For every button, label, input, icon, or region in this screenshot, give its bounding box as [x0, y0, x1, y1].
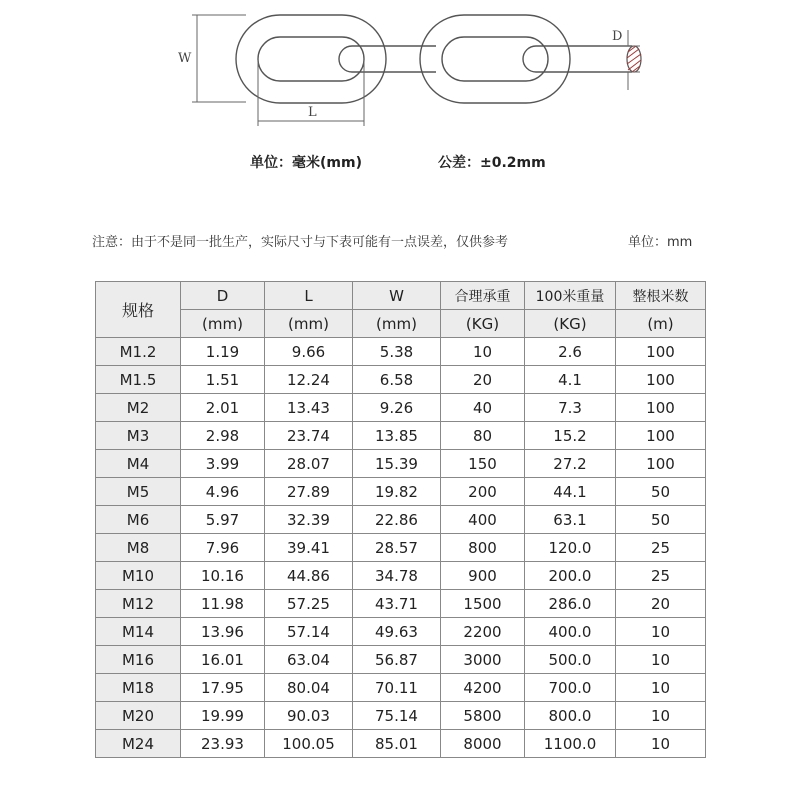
cell-w: 19.82	[353, 478, 441, 506]
cell-w: 13.85	[353, 422, 441, 450]
cell-d: 3.99	[181, 450, 265, 478]
chain-link-3	[420, 15, 570, 103]
chain-link-diagram	[0, 0, 800, 140]
cell-load: 8000	[441, 730, 525, 758]
cell-spec: M1.5	[96, 366, 181, 394]
wire-cross-section	[627, 46, 641, 72]
cell-weight: 200.0	[525, 562, 616, 590]
cell-d: 23.93	[181, 730, 265, 758]
header-l: L	[265, 282, 353, 310]
width-label: W	[178, 51, 192, 66]
cell-w: 9.26	[353, 394, 441, 422]
cell-d: 4.96	[181, 478, 265, 506]
unit-label: 单位：毫米(mm)	[250, 155, 362, 171]
cell-d: 2.01	[181, 394, 265, 422]
cell-w: 70.11	[353, 674, 441, 702]
cell-weight: 4.1	[525, 366, 616, 394]
tolerance-label: 公差：±0.2mm	[438, 155, 546, 171]
cell-weight: 44.1	[525, 478, 616, 506]
cell-spec: M14	[96, 618, 181, 646]
cell-w: 5.38	[353, 338, 441, 366]
table-row	[96, 674, 706, 702]
cell-load: 80	[441, 422, 525, 450]
cell-l: 90.03	[265, 702, 353, 730]
cell-load: 200	[441, 478, 525, 506]
cell-w: 75.14	[353, 702, 441, 730]
cell-spec: M4	[96, 450, 181, 478]
header-length-unit: (m)	[616, 310, 706, 338]
cell-load: 800	[441, 534, 525, 562]
cell-length: 10	[616, 618, 706, 646]
cell-load: 40	[441, 394, 525, 422]
cell-w: 34.78	[353, 562, 441, 590]
cell-l: 23.74	[265, 422, 353, 450]
cell-d: 10.16	[181, 562, 265, 590]
cell-length: 100	[616, 422, 706, 450]
header-weight: 100米重量	[525, 282, 616, 310]
table-row	[96, 478, 706, 506]
cell-d: 2.98	[181, 422, 265, 450]
cell-spec: M20	[96, 702, 181, 730]
cell-w: 22.86	[353, 506, 441, 534]
cell-length: 100	[616, 450, 706, 478]
cell-weight: 700.0	[525, 674, 616, 702]
length-label: L	[308, 105, 317, 120]
table-unit-note: 单位：mm	[628, 235, 693, 250]
cell-spec: M12	[96, 590, 181, 618]
cell-weight: 15.2	[525, 422, 616, 450]
cell-load: 3000	[441, 646, 525, 674]
table-row	[96, 618, 706, 646]
header-d: D	[181, 282, 265, 310]
cell-length: 100	[616, 366, 706, 394]
cell-spec: M6	[96, 506, 181, 534]
table-body	[96, 338, 706, 758]
cell-length: 25	[616, 534, 706, 562]
cell-l: 100.05	[265, 730, 353, 758]
cell-l: 39.41	[265, 534, 353, 562]
cell-d: 13.96	[181, 618, 265, 646]
header-w: W	[353, 282, 441, 310]
cell-length: 100	[616, 394, 706, 422]
cell-l: 57.14	[265, 618, 353, 646]
cell-d: 1.51	[181, 366, 265, 394]
cell-w: 6.58	[353, 366, 441, 394]
cell-weight: 7.3	[525, 394, 616, 422]
cell-d: 17.95	[181, 674, 265, 702]
cell-spec: M2	[96, 394, 181, 422]
table-row	[96, 562, 706, 590]
cell-load: 400	[441, 506, 525, 534]
cell-l: 80.04	[265, 674, 353, 702]
cell-spec: M1.2	[96, 338, 181, 366]
cell-l: 9.66	[265, 338, 353, 366]
cell-load: 900	[441, 562, 525, 590]
cell-length: 50	[616, 478, 706, 506]
cell-d: 16.01	[181, 646, 265, 674]
cell-l: 63.04	[265, 646, 353, 674]
table-row	[96, 646, 706, 674]
diameter-label: D	[612, 29, 623, 44]
cell-length: 10	[616, 730, 706, 758]
table-row	[96, 730, 706, 758]
header-weight-unit: (KG)	[525, 310, 616, 338]
cell-load: 150	[441, 450, 525, 478]
cell-l: 12.24	[265, 366, 353, 394]
cell-w: 85.01	[353, 730, 441, 758]
cell-weight: 120.0	[525, 534, 616, 562]
cell-w: 43.71	[353, 590, 441, 618]
cell-length: 10	[616, 674, 706, 702]
header-length: 整根米数	[616, 282, 706, 310]
cell-weight: 800.0	[525, 702, 616, 730]
header-spec: 规格	[96, 282, 181, 338]
cell-w: 15.39	[353, 450, 441, 478]
cell-l: 27.89	[265, 478, 353, 506]
cell-spec: M8	[96, 534, 181, 562]
cell-l: 57.25	[265, 590, 353, 618]
cell-spec: M10	[96, 562, 181, 590]
cell-l: 32.39	[265, 506, 353, 534]
cell-d: 7.96	[181, 534, 265, 562]
table-header	[96, 282, 706, 338]
width-dimension	[192, 15, 246, 102]
cell-spec: M16	[96, 646, 181, 674]
header-d-unit: (mm)	[181, 310, 265, 338]
table-row	[96, 590, 706, 618]
table-row	[96, 450, 706, 478]
table-row	[96, 366, 706, 394]
table-row	[96, 422, 706, 450]
disclaimer-note: 注意：由于不是同一批生产，实际尺寸与下表可能有一点误差，仅供参考	[92, 235, 509, 250]
cell-load: 4200	[441, 674, 525, 702]
cell-load: 1500	[441, 590, 525, 618]
chain-link-4	[523, 46, 632, 72]
cell-load: 20	[441, 366, 525, 394]
specification-table	[95, 281, 706, 758]
cell-d: 19.99	[181, 702, 265, 730]
table-row	[96, 702, 706, 730]
cell-d: 11.98	[181, 590, 265, 618]
cell-length: 100	[616, 338, 706, 366]
table-row	[96, 338, 706, 366]
cell-spec: M24	[96, 730, 181, 758]
cell-weight: 500.0	[525, 646, 616, 674]
cell-length: 50	[616, 506, 706, 534]
cell-spec: M18	[96, 674, 181, 702]
cell-load: 10	[441, 338, 525, 366]
cell-weight: 286.0	[525, 590, 616, 618]
cell-l: 44.86	[265, 562, 353, 590]
cell-length: 20	[616, 590, 706, 618]
cell-weight: 400.0	[525, 618, 616, 646]
cell-weight: 1100.0	[525, 730, 616, 758]
cell-spec: M5	[96, 478, 181, 506]
header-w-unit: (mm)	[353, 310, 441, 338]
cell-w: 56.87	[353, 646, 441, 674]
cell-l: 28.07	[265, 450, 353, 478]
table-row	[96, 506, 706, 534]
table-row	[96, 534, 706, 562]
cell-weight: 27.2	[525, 450, 616, 478]
table-row	[96, 394, 706, 422]
header-load-unit: (KG)	[441, 310, 525, 338]
cell-w: 28.57	[353, 534, 441, 562]
cell-d: 1.19	[181, 338, 265, 366]
cell-spec: M3	[96, 422, 181, 450]
header-load: 合理承重	[441, 282, 525, 310]
cell-load: 5800	[441, 702, 525, 730]
cell-load: 2200	[441, 618, 525, 646]
cell-d: 5.97	[181, 506, 265, 534]
cell-weight: 2.6	[525, 338, 616, 366]
cell-w: 49.63	[353, 618, 441, 646]
cell-length: 25	[616, 562, 706, 590]
header-l-unit: (mm)	[265, 310, 353, 338]
cell-length: 10	[616, 702, 706, 730]
cell-l: 13.43	[265, 394, 353, 422]
cell-weight: 63.1	[525, 506, 616, 534]
cell-length: 10	[616, 646, 706, 674]
